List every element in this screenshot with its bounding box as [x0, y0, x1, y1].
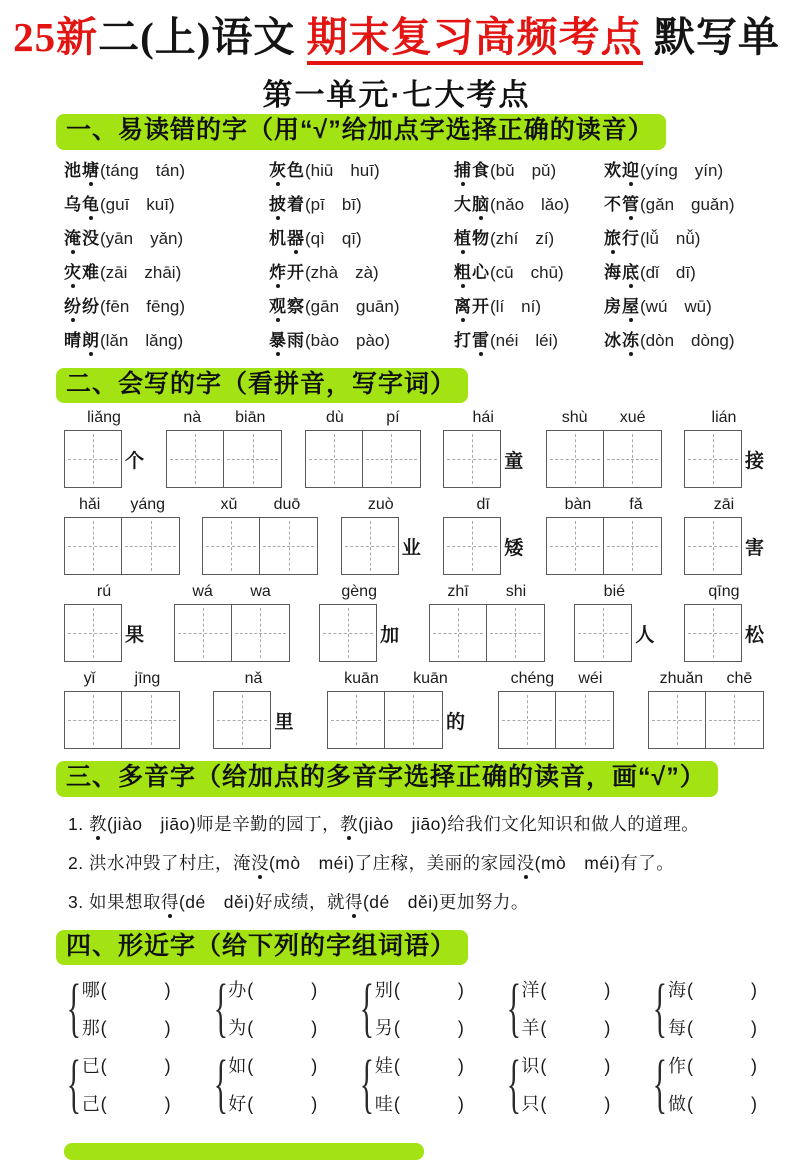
pinyin-options: (nǎo lǎo) [490, 194, 570, 214]
pinyin-box-group [498, 670, 614, 749]
word-text: 捕食 [454, 160, 490, 180]
word-text: 欢迎 [604, 160, 640, 180]
pinyin-label: dī [476, 496, 490, 514]
pinyin-options: (bào pào) [305, 330, 391, 350]
pinyin-options: (dǐ dī) [640, 262, 696, 282]
pinyin-box-row [64, 409, 764, 488]
writing-box [260, 517, 318, 575]
word-blank-line: 已( ) [81, 1056, 172, 1077]
word-blank-line: 己( ) [81, 1094, 172, 1115]
pinyin-box-group [319, 583, 399, 662]
writing-box [363, 430, 421, 488]
pinyin-box-group [684, 409, 764, 488]
word-entry [64, 160, 269, 182]
writing-box [498, 691, 556, 749]
word-entry [269, 194, 454, 216]
writing-box [232, 604, 290, 662]
pinyin-box-group [546, 496, 662, 575]
pinyin-label: bié [603, 583, 626, 601]
word-entry [454, 160, 604, 182]
near-character-pair [498, 1047, 612, 1121]
brace-glyph: { [359, 1047, 375, 1121]
pinyin-box-group [213, 670, 293, 749]
writing-box [604, 517, 662, 575]
pinyin-box-group [574, 583, 654, 662]
section-2-header: 二、会写的字（看拼音，写字词） [56, 368, 468, 404]
suffix-character: 接 [744, 450, 764, 472]
brace-glyph: { [66, 1047, 81, 1121]
word-blank-line: 识( ) [521, 1056, 612, 1077]
word-text: 披着 [269, 194, 305, 214]
pinyin-options: (fēn fēng) [100, 296, 186, 316]
pinyin-label: zāi [713, 496, 735, 514]
pinyin-label: nǎ [244, 670, 263, 688]
easy-misread-word-grid [64, 160, 793, 352]
word-entry [64, 228, 269, 250]
section-3-header: 三、多音字（给加点的多音字选择正确的读音，画“√”） [56, 761, 718, 797]
pinyin-label: dù pí [326, 409, 400, 427]
pinyin-box-group [429, 583, 545, 662]
pinyin-options: (zhà zà) [305, 262, 379, 282]
word-text: 纷纷 [64, 296, 100, 316]
word-entry [269, 160, 454, 182]
writing-box [546, 430, 604, 488]
word-text: 冰冻 [604, 330, 640, 350]
section-1-header: 一、易读错的字（用“√”给加点字选择正确的读音） [56, 114, 666, 150]
pair-row [58, 971, 758, 1045]
pinyin-label: hǎi yáng [78, 496, 166, 514]
near-character-pair [205, 971, 319, 1045]
writing-box [224, 430, 282, 488]
word-entry [604, 296, 793, 318]
pinyin-options: (guī kuī) [100, 194, 175, 214]
pinyin-label: bàn fǎ [564, 496, 643, 514]
pinyin-label: liǎng [87, 409, 121, 427]
near-character-pair [351, 1047, 465, 1121]
near-character-pair [205, 1047, 319, 1121]
word-text: 粗心 [454, 262, 490, 282]
word-blank-line: 羊( ) [521, 1018, 612, 1039]
pinyin-options: (lǎn lǎng) [100, 330, 184, 350]
writing-box [174, 604, 232, 662]
word-blank-line: 哇( ) [374, 1094, 465, 1115]
word-text: 房屋 [604, 296, 640, 316]
brace-glyph: { [359, 971, 375, 1045]
writing-box [556, 691, 614, 749]
suffix-character: 加 [380, 624, 400, 646]
writing-box [546, 517, 604, 575]
pinyin-options: (zhí zí) [490, 228, 555, 248]
pinyin-label: nà biān [183, 409, 266, 427]
writing-box [202, 517, 260, 575]
pinyin-box-group [684, 583, 764, 662]
word-entry [64, 330, 269, 352]
word-blank-line: 作( ) [668, 1056, 758, 1077]
word-text: 灾难 [64, 262, 100, 282]
pinyin-options: (hiū huī) [305, 160, 380, 180]
writing-box [122, 517, 180, 575]
near-form-character-grid [58, 971, 758, 1121]
pinyin-options: (gān guān) [305, 296, 400, 316]
pinyin-options: (zāi zhāi) [100, 262, 182, 282]
brace-glyph: { [213, 1047, 228, 1121]
word-entry [269, 228, 454, 250]
title-part-topic: 期末复习高频考点 [307, 14, 643, 65]
suffix-character: 人 [635, 624, 655, 646]
pinyin-label: qīng [708, 583, 740, 601]
brace-glyph: { [506, 1047, 521, 1121]
writing-box [487, 604, 545, 662]
pinyin-options: (táng tán) [100, 160, 186, 180]
pinyin-label: shù xué [561, 409, 646, 427]
pinyin-box-group [443, 409, 523, 488]
title-part-type: 默写单 [642, 14, 780, 60]
pinyin-options: (wú wū) [640, 296, 712, 316]
word-text: 乌龟 [64, 194, 100, 214]
pinyin-options: (gǎn guǎn) [640, 194, 735, 214]
writing-box [122, 691, 180, 749]
word-entry [604, 194, 793, 216]
near-character-pair [644, 1047, 758, 1121]
pinyin-box-group [546, 409, 662, 488]
word-entry [64, 194, 269, 216]
pinyin-options: (lí ní) [490, 296, 541, 316]
suffix-character: 害 [744, 537, 764, 559]
word-blank-line: 如( ) [228, 1056, 319, 1077]
brace-glyph: { [213, 971, 228, 1045]
word-blank-line: 哪( ) [81, 980, 172, 1001]
pair-row [58, 1047, 758, 1121]
pinyin-label: yǐ jīng [83, 670, 161, 688]
pinyin-label: chéng wéi [510, 670, 603, 688]
pinyin-label: gèng [341, 583, 377, 601]
pinyin-options: (yíng yín) [640, 160, 724, 180]
pinyin-label: rú [96, 583, 112, 601]
pinyin-box-group [305, 409, 421, 488]
brace-glyph: { [506, 971, 521, 1045]
suffix-character: 的 [445, 711, 465, 733]
pinyin-options: (bǔ pǔ) [490, 160, 557, 180]
word-text: 暴雨 [269, 330, 305, 350]
word-entry [269, 330, 454, 352]
near-character-pair [644, 971, 758, 1045]
pinyin-box-group [64, 670, 180, 749]
word-text: 大脑 [454, 194, 490, 214]
polyphone-sentence: 3. 如果想取得(dé děi)好成绩，就得(dé děi)更加努力。 [68, 891, 529, 912]
word-text: 灰色 [269, 160, 305, 180]
pinyin-box-group [64, 583, 144, 662]
pinyin-box-group [166, 409, 282, 488]
word-text: 淹没 [64, 228, 100, 248]
word-blank-line: 那( ) [81, 1018, 172, 1039]
writing-box [213, 691, 271, 749]
writing-box [166, 430, 224, 488]
suffix-character: 童 [504, 450, 524, 472]
writing-box [648, 691, 706, 749]
near-character-pair [58, 971, 172, 1045]
word-text: 旅行 [604, 228, 640, 248]
word-entry [454, 228, 604, 250]
pinyin-label: wá wa [192, 583, 271, 601]
word-blank-line: 办( ) [228, 980, 319, 1001]
writing-box [341, 517, 399, 575]
brace-glyph: { [653, 1047, 668, 1121]
pinyin-options: (yān yǎn) [100, 228, 184, 248]
pinyin-label: zhī shi [447, 583, 527, 601]
suffix-character: 矮 [504, 537, 524, 559]
writing-box [574, 604, 632, 662]
word-entry [604, 160, 793, 182]
pinyin-label: kuān kuān [344, 670, 448, 688]
word-entry [454, 262, 604, 284]
word-text: 炸开 [269, 262, 305, 282]
writing-box [684, 517, 742, 575]
word-text: 离开 [454, 296, 490, 316]
pinyin-options: (dòn dòng) [640, 330, 735, 350]
brace-glyph: { [653, 971, 668, 1045]
word-entry [604, 330, 793, 352]
word-text: 植物 [454, 228, 490, 248]
writing-box [64, 430, 122, 488]
title-part-grade: 二(上)语文 [98, 14, 307, 60]
writing-box [443, 517, 501, 575]
word-text: 不管 [604, 194, 640, 214]
pinyin-options: (lǚ nǚ) [640, 228, 701, 248]
section-5-header-cropped [64, 1143, 424, 1160]
word-entry [64, 262, 269, 284]
word-text: 海底 [604, 262, 640, 282]
near-character-pair [58, 1047, 172, 1121]
word-blank-line: 娃( ) [374, 1056, 465, 1077]
word-entry [454, 296, 604, 318]
word-blank-line: 海( ) [668, 980, 758, 1001]
word-entry [454, 194, 604, 216]
writing-box [327, 691, 385, 749]
writing-box [604, 430, 662, 488]
pinyin-options: (qì qī) [305, 228, 362, 248]
page-title [0, 0, 793, 61]
word-blank-line: 为( ) [228, 1018, 319, 1039]
suffix-character: 业 [401, 537, 421, 559]
word-text: 打雷 [454, 330, 490, 350]
word-text: 池塘 [64, 160, 100, 180]
word-entry [64, 296, 269, 318]
word-blank-line: 另( ) [374, 1018, 465, 1039]
pinyin-box-row [64, 670, 764, 749]
pinyin-box-group [341, 496, 421, 575]
word-blank-line: 只( ) [521, 1094, 612, 1115]
word-entry [604, 262, 793, 284]
word-entry [604, 228, 793, 250]
word-entry [269, 296, 454, 318]
near-character-pair [498, 971, 612, 1045]
writing-box [305, 430, 363, 488]
pinyin-label: hái [472, 409, 494, 427]
near-character-pair [351, 971, 465, 1045]
pinyin-label: lián [711, 409, 737, 427]
unit-subtitle: 第一单元·七大考点 [262, 79, 531, 113]
pinyin-options: (néi léi) [490, 330, 559, 350]
pinyin-label: xǔ duō [220, 496, 301, 514]
word-text: 观察 [269, 296, 305, 316]
word-text: 机器 [269, 228, 305, 248]
pinyin-box-group [684, 496, 764, 575]
pinyin-box-row [64, 583, 764, 662]
polyphone-sentence-list [68, 812, 793, 914]
brace-glyph: { [66, 971, 81, 1045]
writing-box [684, 430, 742, 488]
pinyin-box-group [648, 670, 764, 749]
word-blank-line: 别( ) [374, 980, 465, 1001]
writing-box [64, 691, 122, 749]
pinyin-label: zhuǎn chē [659, 670, 753, 688]
writing-box [443, 430, 501, 488]
pinyin-label: zuò [367, 496, 394, 514]
section-4-header: 四、形近字（给下列的字组词语） [56, 930, 468, 966]
word-blank-line: 每( ) [668, 1018, 758, 1039]
pinyin-box-group [64, 409, 144, 488]
suffix-character: 松 [744, 624, 764, 646]
word-text: 晴朗 [64, 330, 100, 350]
title-part-edition: 25新 [13, 14, 99, 60]
writing-box [684, 604, 742, 662]
suffix-character: 果 [125, 624, 145, 646]
suffix-character: 里 [274, 711, 294, 733]
pinyin-box-group [202, 496, 318, 575]
word-entry [454, 330, 604, 352]
pinyin-options: (pī bī) [305, 194, 362, 214]
writing-box [64, 604, 122, 662]
pinyin-box-group [174, 583, 290, 662]
pinyin-box-group [327, 670, 465, 749]
suffix-character: 个 [125, 450, 145, 472]
word-entry [269, 262, 454, 284]
pinyin-box-group [64, 496, 180, 575]
word-blank-line: 好( ) [228, 1094, 319, 1115]
polyphone-sentence: 1. 教(jiào jiāo)师是辛勤的园丁，教(jiào jiāo)给我们文化知识和做人的道理。 [68, 813, 700, 834]
pinyin-writing-grid [64, 409, 764, 749]
writing-box [64, 517, 122, 575]
writing-box [429, 604, 487, 662]
pinyin-box-group [443, 496, 523, 575]
pinyin-box-row [64, 496, 764, 575]
writing-box [706, 691, 764, 749]
writing-box [385, 691, 443, 749]
polyphone-sentence: 2. 洪水冲毁了村庄，淹没(mò méi)了庄稼，美丽的家园没(mò méi)有了。 [68, 852, 675, 873]
word-blank-line: 做( ) [668, 1094, 758, 1115]
writing-box [319, 604, 377, 662]
pinyin-options: (cū chū) [490, 262, 564, 282]
word-blank-line: 洋( ) [521, 980, 612, 1001]
